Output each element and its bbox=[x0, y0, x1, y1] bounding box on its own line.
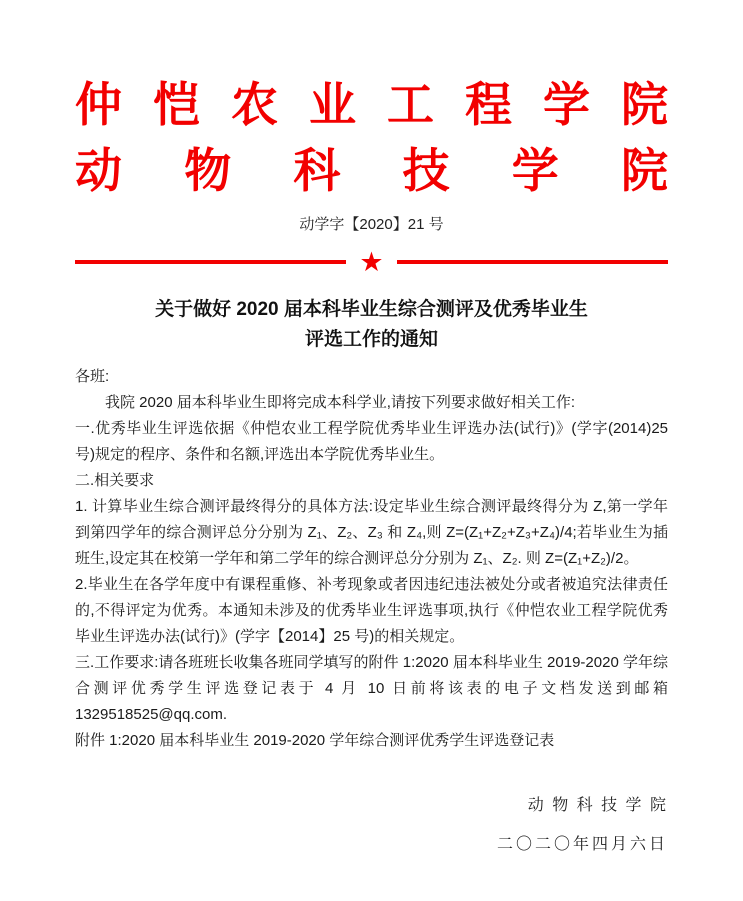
signature-org: 动 物 科 技 学 院 bbox=[527, 796, 668, 814]
attachment-line: 附件 1:2020 届本科毕业生 2019-2020 学年综合测评优秀学生评选登记表 bbox=[75, 731, 555, 749]
signature-block bbox=[75, 792, 668, 854]
org-name-line2: 动 物 科 技 学 院 bbox=[75, 144, 668, 198]
signature-date: 二〇二〇年四月六日 bbox=[496, 835, 668, 853]
section2-heading: 二.相关要求 bbox=[75, 471, 155, 489]
section3-paragraph: 三.工作要求:请各班班长收集各班同学填写的附件 1:2020 届本科毕业生 2019-2020 学年综合测评优秀学生评选登记表于 4 月 10 日前将该表的电子文档发送到邮箱 1329518525@qq.com. bbox=[75, 653, 668, 723]
notice-title-line2: 评选工作的通知 bbox=[304, 328, 438, 350]
requirement1-paragraph: 1. 计算毕业生综合测评最终得分的具体方法:设定毕业生综合测评最终得分为 Z,第一学年到第四学年的综合测评总分分别为 Z₁、Z₂、Z₃ 和 Z₄,则 Z=(Z₁+Z₂+Z₃+Z₄)/4;若毕业生为插班生,设定其在校第一学年和第二学年的综合测评总分分别为 Z₁、Z₂. 则 Z=(Z₁+Z₂)/2。 bbox=[75, 497, 668, 567]
requirement2-paragraph: 2.毕业生在各学年度中有课程重修、补考现象或者因违纪违法被处分或者被追究法律责任的,不得评定为优秀。本通知未涉及的优秀毕业生评选事项,执行《仲恺农业工程学院优秀毕业生评选办法(试行)》(学字【2014】25 号)的相关规定。 bbox=[75, 575, 668, 645]
intro-paragraph: 我院 2020 届本科毕业生即将完成本科学业,请按下列要求做好相关工作: bbox=[105, 393, 576, 411]
section1-paragraph: 一.优秀毕业生评选依据《仲恺农业工程学院优秀毕业生评选办法(试行)》(学字(2014)25 号)规定的程序、条件和名额,评选出本学院优秀毕业生。 bbox=[75, 419, 668, 463]
notice-title bbox=[75, 295, 668, 355]
notice-title-line1: 关于做好 2020 届本科毕业生综合测评及优秀毕业生 bbox=[155, 298, 588, 320]
letterhead bbox=[75, 80, 668, 275]
org-name-line1: 仲 恺 农 业 工 程 学 院 bbox=[75, 78, 668, 131]
divider-rule-left bbox=[75, 260, 346, 264]
notice-body bbox=[75, 364, 668, 754]
document-number: 动学字【2020】21 号 bbox=[299, 215, 444, 233]
salutation: 各班: bbox=[75, 367, 110, 385]
divider-rule-right bbox=[397, 260, 668, 264]
star-icon: ★ bbox=[359, 246, 384, 277]
red-divider bbox=[75, 246, 668, 277]
